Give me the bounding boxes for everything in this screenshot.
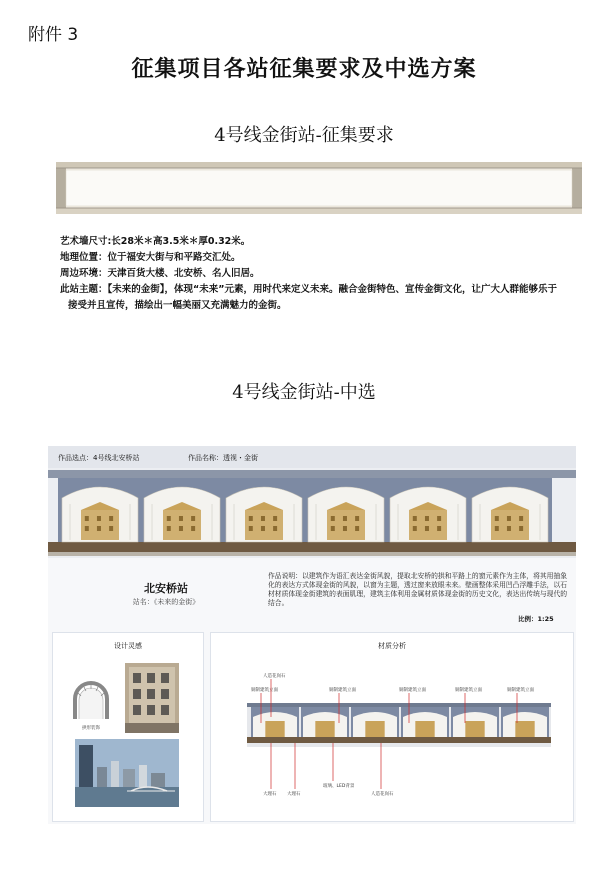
label-artificial-stone-top: 人造花岗石	[263, 674, 286, 679]
label-marble-2: 大理石	[287, 792, 301, 797]
mural-arch-panel	[386, 478, 470, 542]
req-environment: 周边环境：天津百货大楼、北安桥、名人旧居。	[60, 268, 260, 279]
board-work-name-label: 作品名称：透视・金街	[188, 454, 258, 462]
mural-elevation	[48, 468, 576, 558]
req-location: 地理位置：位于福安大街与和平路交汇处。	[60, 252, 241, 263]
page-title: 征集项目各站征集要求及中选方案	[131, 56, 477, 82]
design-board	[48, 446, 576, 824]
label-marble: 大理石	[263, 792, 277, 797]
station-subtitle: 站名：《未来的金街》	[132, 598, 200, 606]
label-artificial-stone-bottom: 人造花岗石	[371, 792, 394, 797]
attachment-label: 附件 3	[28, 25, 79, 45]
station-name: 北安桥站	[144, 582, 188, 595]
mural-arch-panel	[304, 478, 388, 542]
mural-arch-panel	[140, 478, 224, 542]
req-size: 艺术墙尺寸:长28米＊高3.5米＊厚0.32米。	[60, 236, 251, 247]
arch-label: 拱形装饰	[82, 726, 100, 731]
mural-arch-panel	[468, 478, 552, 542]
scale-label: 比例：1:25	[518, 615, 554, 623]
label-copper-building-4: 铜制建筑立面	[455, 688, 482, 693]
inspiration-title: 设计灵感	[114, 642, 142, 650]
selected-section-title: 4号线金街站-中选	[232, 382, 376, 403]
board-header	[48, 446, 576, 468]
mural-arch-panel	[222, 478, 306, 542]
inspiration-panel	[52, 632, 204, 822]
building-photo	[125, 663, 179, 733]
requirements-section-title: 4号线金街站-征集要求	[214, 125, 394, 146]
label-copper-building-2: 铜制建筑立面	[329, 688, 356, 693]
material-title: 材质分析	[378, 642, 406, 650]
arch-sketch	[71, 679, 111, 723]
req-theme-1: 此站主题：【未来的金街】，体现“未来”元素，用时代来定义未来。融合金街特色、宣传金街文化，让广大人群能够乐于	[60, 284, 557, 295]
req-theme-2: 接受并且宣传，描绘出一幅美丽又充满魅力的金街。	[68, 300, 287, 311]
material-leader-lines	[211, 633, 573, 821]
mural-arch-panel	[58, 478, 142, 542]
wall-elevation-drawing	[56, 162, 582, 214]
board-location-label: 作品选点：4号线北安桥站	[58, 454, 140, 462]
label-glass-led: 玻璃、LED背景	[323, 784, 355, 789]
label-copper-building-1: 铜制建筑立面	[251, 688, 278, 693]
work-description: 作品说明：以建筑作为语汇表达金街风貌，提取北安桥的拱和平路上的窗元素作为主体，将其用抽象化的表达方式体现金街的风貌，以窗为主题，透过窗来放眼未来。壁画整体采用凹凸浮雕手法，以石材材质体现金街建筑的表面肌理，建筑主体利用金属材质体现金街的历史文化，表达出传统与现代的结合。	[268, 572, 568, 607]
label-copper-building-5: 铜制建筑立面	[507, 688, 534, 693]
requirements-text	[60, 234, 580, 314]
material-panel	[210, 632, 574, 822]
skyline-photo	[75, 739, 179, 807]
label-copper-building-3: 铜制建筑立面	[399, 688, 426, 693]
